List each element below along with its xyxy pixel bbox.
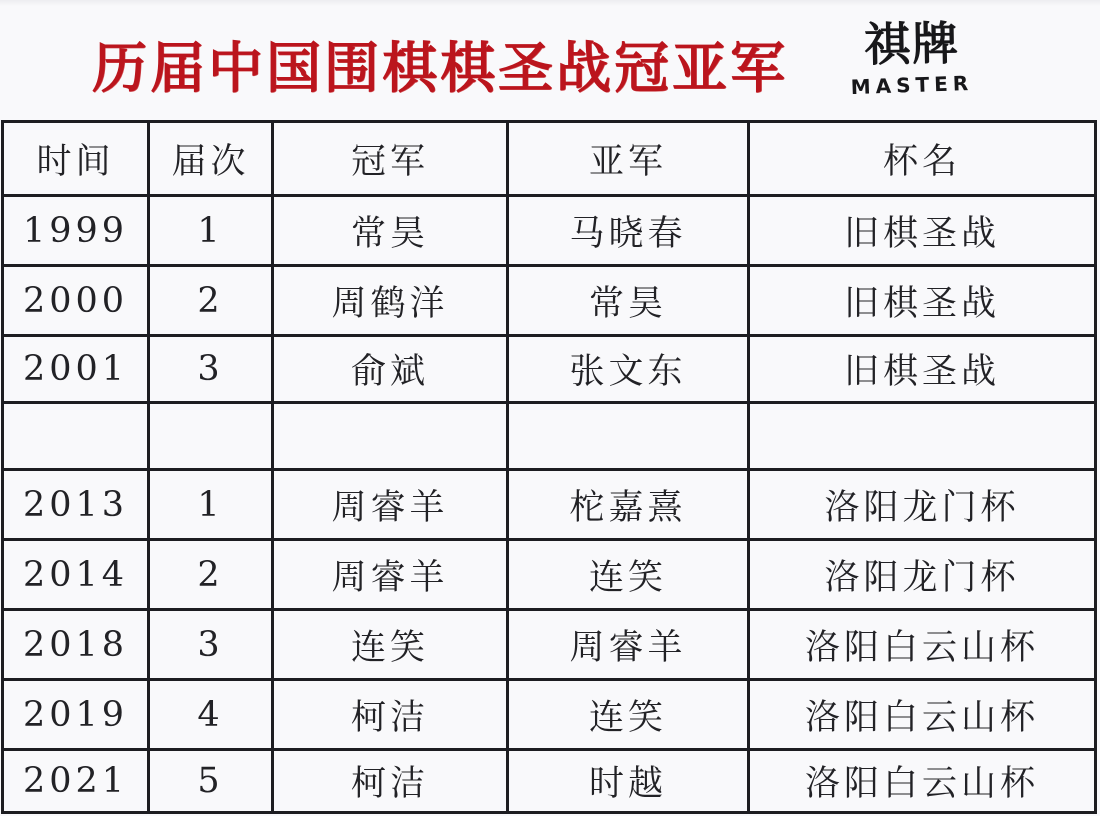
- table-row: [3, 610, 1096, 680]
- cell-runner-up: 连笑: [508, 680, 749, 750]
- cell-edition: 3: [149, 610, 273, 680]
- table-row: [3, 750, 1096, 813]
- column-header-runner-up: 亚军: [508, 122, 749, 196]
- cell-time: 2018: [3, 610, 149, 680]
- cell-champion: [273, 403, 508, 470]
- cell-runner-up: 马晓春: [508, 196, 749, 266]
- cell-time: [3, 403, 149, 470]
- cell-champion: 柯洁: [273, 750, 508, 813]
- cell-edition: 2: [149, 266, 273, 336]
- page-title: 历届中国围棋棋圣战冠亚军: [91, 34, 788, 100]
- column-header-champion: 冠军: [273, 122, 508, 196]
- results-table: [1, 120, 1097, 814]
- cell-cup: 旧棋圣战: [749, 266, 1096, 336]
- cell-cup: 洛阳龙门杯: [749, 470, 1096, 540]
- cell-cup: 洛阳龙门杯: [749, 540, 1096, 610]
- cell-cup: 洛阳白云山杯: [749, 610, 1096, 680]
- cell-edition: 4: [149, 680, 273, 750]
- cell-time: 2014: [3, 540, 149, 610]
- cell-runner-up: 连笑: [508, 540, 749, 610]
- cell-champion: 柯洁: [273, 680, 508, 750]
- table-row-empty: [3, 403, 1096, 470]
- table-row: [3, 266, 1096, 336]
- cell-edition: 5: [149, 750, 273, 813]
- logo-chinese-text: 祺牌: [863, 16, 961, 72]
- cell-runner-up: 张文东: [508, 336, 749, 403]
- cell-runner-up: 时越: [508, 750, 749, 813]
- table-row: [3, 470, 1096, 540]
- cell-time: 2019: [3, 680, 149, 750]
- cell-edition: [149, 403, 273, 470]
- master-brand-logo: [842, 16, 982, 100]
- cell-champion: 周睿羊: [273, 540, 508, 610]
- cell-time: 2021: [3, 750, 149, 813]
- cell-cup: 旧棋圣战: [749, 196, 1096, 266]
- table-row: [3, 680, 1096, 750]
- cell-runner-up: 周睿羊: [508, 610, 749, 680]
- cell-champion: 常昊: [273, 196, 508, 266]
- cell-cup: 洛阳白云山杯: [749, 680, 1096, 750]
- cell-time: 1999: [3, 196, 149, 266]
- cell-champion: 周鹤洋: [273, 266, 508, 336]
- cell-champion: 周睿羊: [273, 470, 508, 540]
- cell-cup: [749, 403, 1096, 470]
- cell-time: 2001: [3, 336, 149, 403]
- cell-edition: 2: [149, 540, 273, 610]
- cell-time: 2013: [3, 470, 149, 540]
- column-header-time: 时间: [3, 122, 149, 196]
- cell-cup: 洛阳白云山杯: [749, 750, 1096, 813]
- cell-cup: 旧棋圣战: [749, 336, 1096, 403]
- cell-edition: 1: [149, 196, 273, 266]
- cell-champion: 俞斌: [273, 336, 508, 403]
- cell-edition: 1: [149, 470, 273, 540]
- table-row: [3, 540, 1096, 610]
- cell-runner-up: 常昊: [508, 266, 749, 336]
- cell-champion: 连笑: [273, 610, 508, 680]
- table-row: [3, 196, 1096, 266]
- logo-english-text: MASTER: [850, 70, 974, 100]
- column-header-cup: 杯名: [749, 122, 1096, 196]
- table-row: [3, 336, 1096, 403]
- column-header-edition: 届次: [149, 122, 273, 196]
- table-header-row: [3, 122, 1096, 196]
- cell-time: 2000: [3, 266, 149, 336]
- cell-edition: 3: [149, 336, 273, 403]
- cell-runner-up: [508, 403, 749, 470]
- cell-runner-up: 柁嘉熹: [508, 470, 749, 540]
